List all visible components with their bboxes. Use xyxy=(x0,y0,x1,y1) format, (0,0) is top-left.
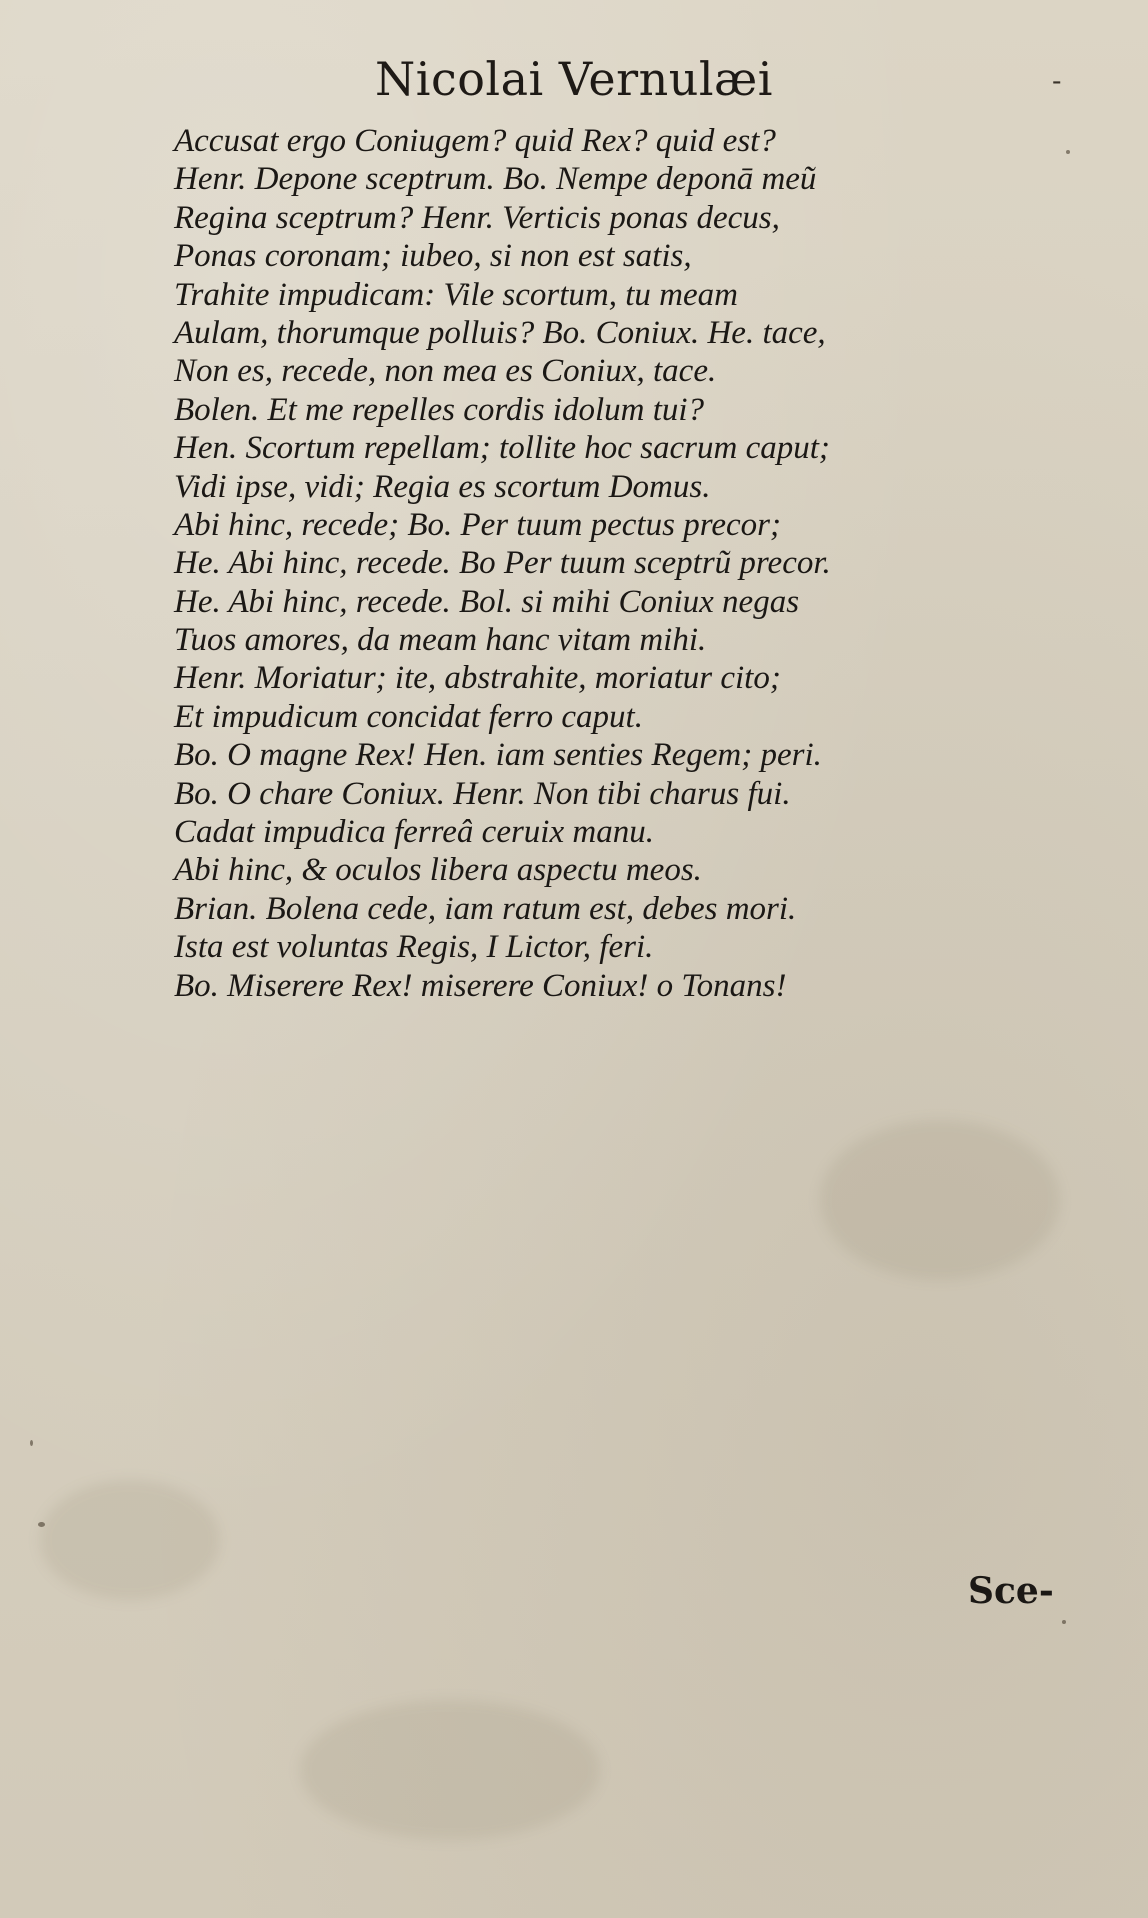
verse-line: Hen. Scortum repellam; tollite hoc sacrum caput; xyxy=(174,430,830,467)
verse-line: Bo. O magne Rex! Hen. iam senties Regem; peri. xyxy=(174,737,822,774)
verse-line: Accusat ergo Coniugem? quid Rex? quid est? xyxy=(174,123,776,159)
paper-speck xyxy=(38,1522,45,1527)
margin-mark: - xyxy=(1052,64,1062,97)
verse-line: Ista est voluntas Regis, I Lictor, feri. xyxy=(174,929,654,966)
verse-line: Brian. Bolena cede, iam ratum est, debes mori. xyxy=(174,890,797,927)
paper-speck xyxy=(1062,1620,1066,1624)
paper-stain xyxy=(820,1120,1060,1280)
verse-line: Ponas coronam; iubeo, si non est satis, xyxy=(174,238,692,275)
verse-line: Henr. Moriatur; ite, abstrahite, moriatur cito; xyxy=(174,660,781,697)
verse-line: Tuos amores, da meam hanc vitam mihi. xyxy=(174,622,707,659)
catchword: Sce- xyxy=(968,1570,1054,1612)
verse-line: Bo. Miserere Rex! miserere Coniux! o Tonans! xyxy=(174,967,787,1004)
verse-line: Aulam, thorumque polluis? Bo. Coniux. He. tace, xyxy=(174,314,826,351)
verse-line: Bo. O chare Coniux. Henr. Non tibi charus fui. xyxy=(174,775,791,812)
verse-line: He. Abi hinc, recede. Bo Per tuum sceptrũ precor. xyxy=(174,545,831,582)
paper-speck xyxy=(30,1440,33,1446)
verse-line: Vidi ipse, vidi; Regia es scortum Domus. xyxy=(174,468,711,505)
verse-line: Trahite impudicam: Vile scortum, tu meam xyxy=(174,276,738,313)
verse-text xyxy=(174,122,1094,1005)
running-header: Nicolai Vernulæi xyxy=(374,52,773,106)
verse-line: Cadat impudica ferreâ ceruix manu. xyxy=(174,814,654,851)
verse-line: Henr. Depone sceptrum. Bo. Nempe deponā meũ xyxy=(174,161,817,198)
verse-line: Regina sceptrum? Henr. Verticis ponas decus, xyxy=(174,199,780,236)
verse-line: Abi hinc, & oculos libera aspectu meos. xyxy=(174,852,702,889)
verse-line: Et impudicum concidat ferro caput. xyxy=(174,698,643,735)
verse-line: Non es, recede, non mea es Coniux, tace. xyxy=(174,353,717,390)
paper-stain xyxy=(300,1700,600,1840)
verse-line: He. Abi hinc, recede. Bol. si mihi Coniux negas xyxy=(174,583,800,620)
verse-line: Abi hinc, recede; Bo. Per tuum pectus precor; xyxy=(174,506,781,543)
paper-stain xyxy=(40,1480,220,1600)
verse-line: Bolen. Et me repelles cordis idolum tui? xyxy=(174,391,705,428)
